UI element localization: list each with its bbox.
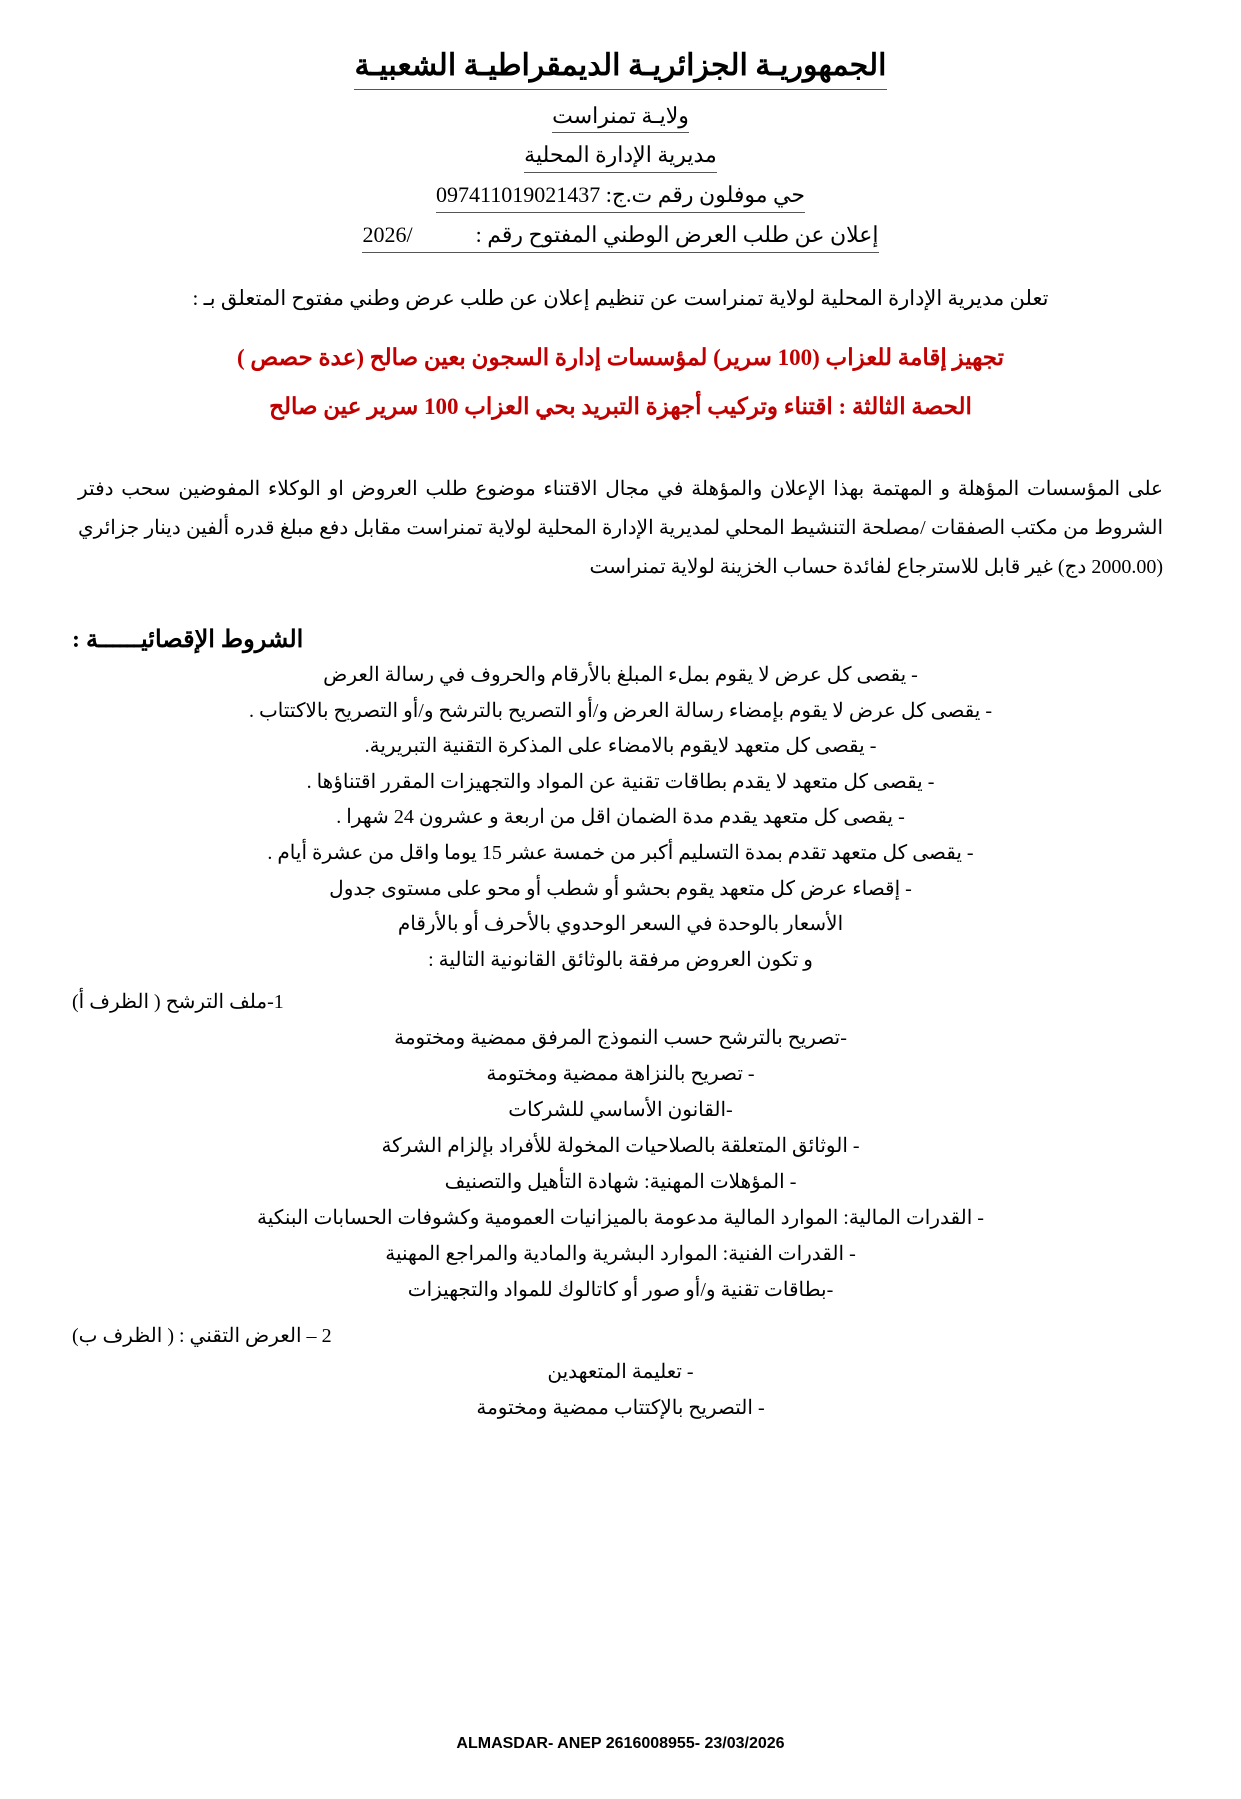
intro-paragraph: تعلن مديرية الإدارة المحلية لولاية تمنراست عن تنظيم إعلان عن طلب عرض وطني مفتوح المتعلق بـ : bbox=[192, 286, 1049, 311]
condition-item: - يقصى كل متعهد تقدم بمدة التسليم أكبر من خمسة عشر 15 يوما واقل من عشرة أيام . bbox=[267, 842, 974, 865]
condition-item: الأسعار بالوحدة في السعر الوحدوي بالأحرف أو بالأرقام bbox=[397, 913, 844, 936]
envelope-a-item: - تصريح بالنزاهة ممضية ومختومة bbox=[486, 1063, 755, 1086]
envelope-b-title: 2 – العرض التقني : ( الظرف ب) bbox=[72, 1325, 332, 1348]
condition-item: و تكون العروض مرفقة بالوثائق القانونية التالية : bbox=[428, 948, 813, 971]
conditions-list bbox=[72, 658, 1169, 978]
envelope-a-item: - الوثائق المتعلقة بالصلاحيات المخولة للأفراد بإلزام الشركة bbox=[381, 1135, 860, 1158]
header-notice-group bbox=[362, 219, 878, 253]
envelope-b-item: - التصريح بالإكتتاب ممضية ومختومة bbox=[476, 1397, 765, 1420]
red-title-line-2: الحصة الثالثة : اقتناء وتركيب أجهزة التبريد بحي العزاب 100 سرير عين صالح bbox=[269, 394, 972, 419]
section-divider bbox=[0, 1308, 1241, 1312]
conditions-heading: الشروط الإقصائيــــــة : bbox=[72, 627, 304, 654]
envelope-b-section bbox=[72, 1318, 1169, 1426]
envelope-a-item: - القدرات المالية: الموارد المالية مدعومة بالميزانيات العمومية وكشوفات الحسابات البنكية bbox=[257, 1207, 984, 1230]
document-footer: ALMASDAR- ANEP 2616008955- 23/03/2026 bbox=[456, 1735, 785, 1752]
header-address-line bbox=[0, 179, 1241, 213]
envelope-b-item: - تعليمة المتعهدين bbox=[547, 1361, 694, 1384]
condition-item: - إقصاء عرض كل متعهد يقوم بحشو أو شطب أو محو على مستوى جدول bbox=[329, 877, 912, 900]
condition-item: - يقصى كل عرض لا يقوم بإمضاء رسالة العرض و/أو التصريح بالترشح و/أو التصريح بالاكتتاب . bbox=[248, 699, 993, 722]
header-address-group bbox=[436, 179, 805, 213]
red-title-block bbox=[0, 338, 1241, 426]
document-page bbox=[0, 44, 1241, 1799]
envelope-a-title: 1-ملف الترشح ( الظرف أ) bbox=[72, 991, 284, 1014]
header-direction-line bbox=[0, 139, 1241, 173]
condition-item: - يقصى كل متعهد يقدم مدة الضمان اقل من اربعة و عشرون 24 شهرا . bbox=[336, 806, 905, 829]
envelope-a-list bbox=[72, 1020, 1169, 1308]
envelope-b-list bbox=[72, 1354, 1169, 1426]
header-address-label: حي موفلون رقم ت.ج: bbox=[605, 182, 805, 208]
condition-item: - يقصى كل عرض لا يقوم بملء المبلغ بالأرقام والحروف في رسالة العرض bbox=[323, 664, 918, 687]
envelope-a-item: -بطاقات تقنية و/أو صور أو كاتالوك للمواد والتجهيزات bbox=[407, 1279, 834, 1302]
envelope-a-item: -تصريح بالترشح حسب النموذج المرفق ممضية ومختومة bbox=[394, 1027, 847, 1050]
body-paragraph: على المؤسسات المؤهلة و المهتمة بهذا الإعلان والمؤهلة في مجال الاقتناء موضوع طلب العروض او الوكلاء المفوضين سحب دفتر الشروط من مكتب الصفقات /مصلحة التنشيط المحلي لمديرية الإدارة المحلية لولاية تمنراست مقابل دفع مبلغ قدره ألفين دينار جزائري (2000.00 دج) غير قابل للاسترجاع لفائدة حساب الخزينة لولاية تمنراست bbox=[78, 478, 1163, 579]
header-notice-year: 2026/ bbox=[362, 222, 413, 248]
header-notice-line bbox=[0, 219, 1241, 253]
header-republic-text: الجمهوريـة الجزائريـة الديمقراطيـة الشعبيـة bbox=[354, 44, 886, 90]
header-wilaya-text: ولايـة تمنراست bbox=[552, 100, 689, 134]
document-header bbox=[0, 44, 1241, 253]
envelope-a-item: - القدرات الفنية: الموارد البشرية والمادية والمراجع المهنية bbox=[385, 1243, 856, 1266]
condition-item: - يقصى كل متعهد لا يقدم بطاقات تقنية عن المواد والتجهيزات المقرر اقتناؤها . bbox=[306, 770, 935, 793]
header-notice-label: إعلان عن طلب العرض الوطني المفتوح رقم : bbox=[475, 222, 879, 248]
header-direction-text: مديرية الإدارة المحلية bbox=[524, 139, 717, 173]
envelope-a-section bbox=[72, 984, 1169, 1308]
header-address-number: 097411019021437 bbox=[436, 182, 601, 208]
envelope-a-item: - المؤهلات المهنية: شهادة التأهيل والتصنيف bbox=[444, 1171, 797, 1194]
header-wilaya-line bbox=[0, 100, 1241, 134]
condition-item: - يقصى كل متعهد لايقوم بالامضاء على المذكرة التقنية التبريرية. bbox=[364, 735, 877, 758]
header-republic-line bbox=[0, 44, 1241, 90]
red-title-line-1: تجهيز إقامة للعزاب (100 سرير) لمؤسسات إدارة السجون بعين صالح (عدة حصص ) bbox=[236, 344, 1005, 370]
envelope-a-item: -القانون الأساسي للشركات bbox=[508, 1099, 733, 1122]
